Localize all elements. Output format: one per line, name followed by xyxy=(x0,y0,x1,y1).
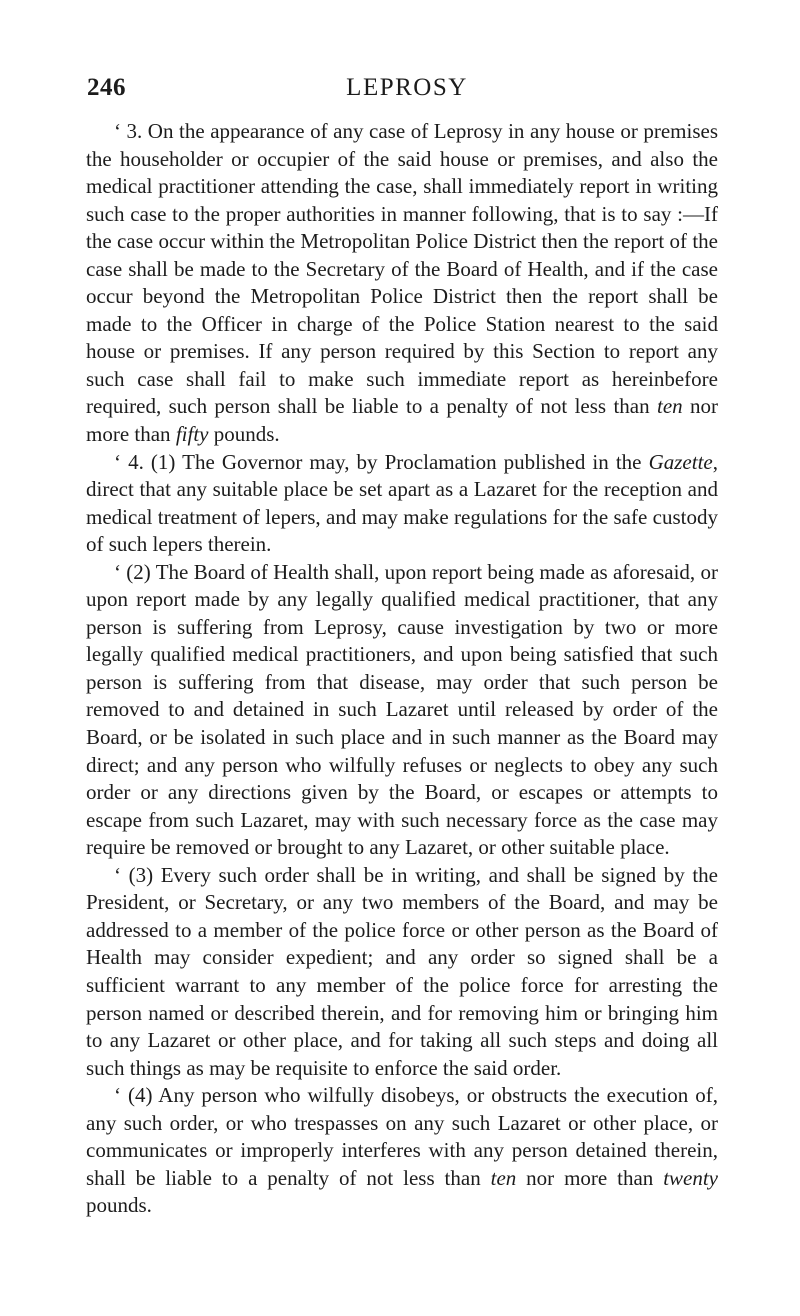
italic-amount: twenty xyxy=(663,1165,719,1190)
text-run: ‘ 3. On the appearance of any case of Leprosy in any house or premises the householder or occupier of the said house or premises, and also the medical practitioner attending the case, shall immediately report in writing such case to the proper authorities in manner following, that is to say :—If the case occur within the Metropolitan Police District then the report of the case shall be made to the Secretary of the Board of Health, and if the case occur beyond the Metropolitan Police District then the report shall be made to the Officer in charge of the Police Station nearest to the said house or premises. If any person required by this Section to report any such case shall fail to make such immediate report as hereinbefore required, such person shall be liable to a penalty of not less than xyxy=(86,119,718,419)
page-number: 246 xyxy=(87,74,126,101)
text-run: ‘ (2) The Board of Health shall, upon report being made as aforesaid, or upon report made by any legally qualified medical practitioner, that any person is suffering from Leprosy, cause investigation by two or more legally qualified medical practitioners, and upon being satisfied that such person is suffering from that disease, may order that such person be removed to and detained in such Lazaret until released by order of the Board, or be isolated in such place and in such manner as the Board may direct; and any person who wilfully refuses or neglects to obey any such order or any directions given by the Board, or escapes or attempts to escape from such Lazaret, may with such necessary force as the case may require be removed or brought to any Lazaret, or other suitable place. xyxy=(86,559,718,860)
text-run: pounds. xyxy=(86,1193,152,1218)
italic-amount: fifty xyxy=(175,422,209,447)
text-run: ‘ (3) Every such order shall be in writing, and shall be signed by the President, or Secretary, or any two members of the Board, and may be addressed to a member of the police force or other person as the Board of Health may consider expedient; and any order so signed shall be a sufficient warrant to any member of the police force for arresting the person named or described therein, and for removing him or bringing him to any Lazaret or other place, and for taking all such steps and doing all such things as may be requisite to enforce the said order. xyxy=(86,862,718,1080)
italic-amount: ten xyxy=(490,1165,517,1190)
section-3-paragraph xyxy=(86,118,718,449)
text-run: nor more than xyxy=(86,394,718,447)
page-header xyxy=(87,74,727,104)
body-text xyxy=(86,118,718,1220)
text-run: , direct that any suitable place be set apart as a Lazaret for the reception and medical treatment of lepers, and may make regulations for the safe custody of such lepers therein. xyxy=(86,449,718,557)
running-title: LEPROSY xyxy=(346,74,468,101)
text-run: nor more than xyxy=(516,1165,664,1190)
section-4-4-paragraph xyxy=(86,1082,718,1220)
text-run: ‘ (4) Any person who wilfully disobeys, or obstructs the execution of, any such order, or who trespasses on any such Lazaret or other place, or communicates or improperly interferes with any person detained therein, shall be liable to a penalty of not less than xyxy=(86,1083,718,1190)
text-run: ‘ 4. (1) The Governor may, by Proclamation published in the xyxy=(114,449,649,474)
italic-amount: ten xyxy=(656,394,683,419)
section-4-1-paragraph xyxy=(86,449,718,559)
text-run: pounds. xyxy=(208,422,280,447)
section-4-3-paragraph xyxy=(86,862,718,1082)
section-4-2-paragraph xyxy=(86,559,718,862)
italic-gazette: Gazette xyxy=(648,449,713,474)
